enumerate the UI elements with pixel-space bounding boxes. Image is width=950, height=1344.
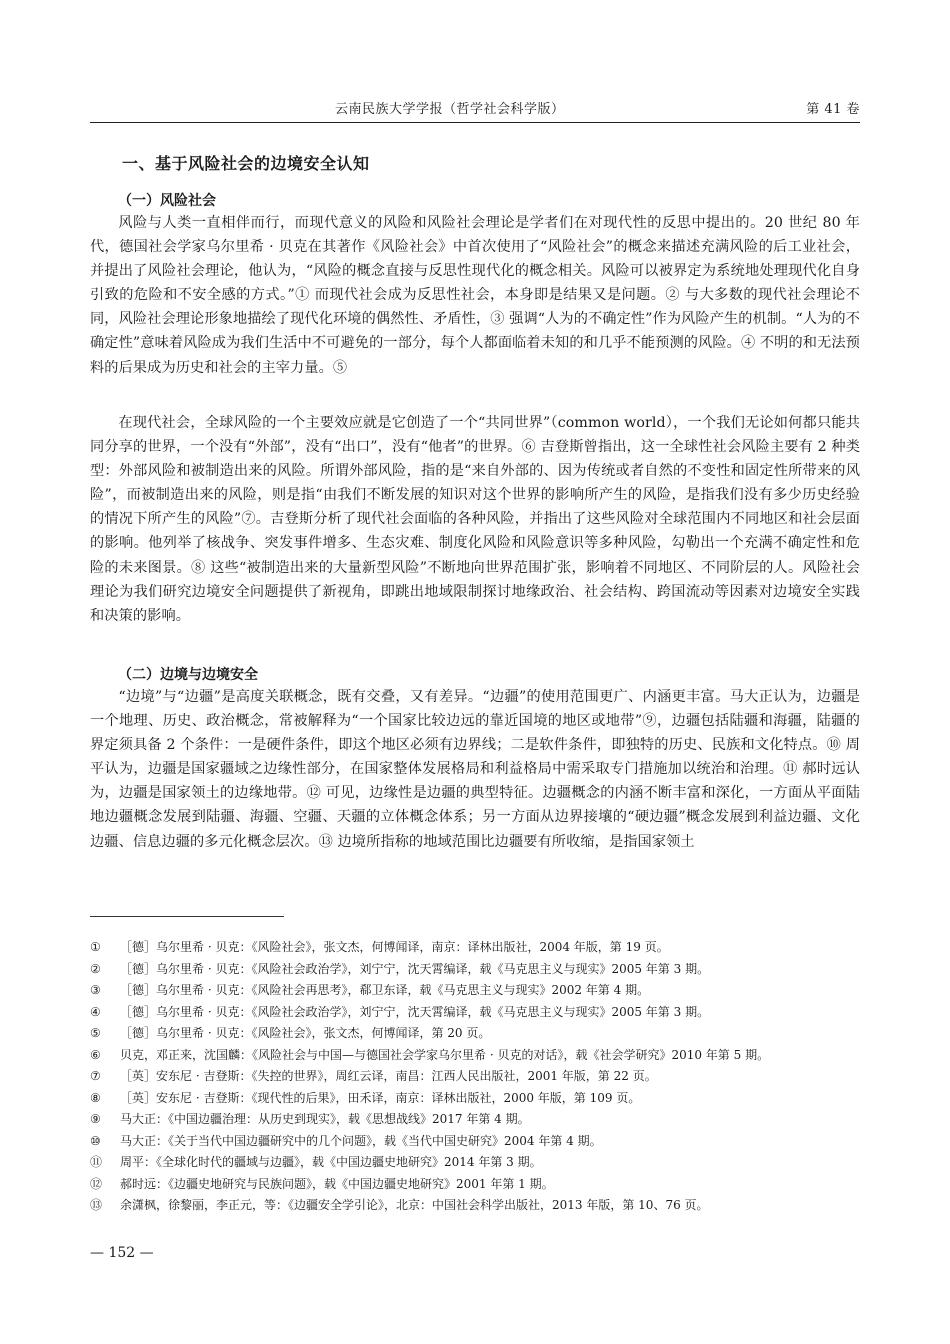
footnote-number: ⑥	[90, 1047, 101, 1062]
footnote	[90, 1023, 860, 1045]
footnote-number: ⑩	[90, 1133, 101, 1148]
footnote-list	[90, 937, 860, 1217]
footnote-text: 马大正：《关于当代中国边疆研究中的几个问题》，载《当代中国史研究》2004 年第 4 期。	[120, 1133, 602, 1148]
body-paragraph: 风险与人类一直相伴而行，而现代意义的风险和风险社会理论是学者们在对现代性的反思中提出的。20 世纪 80 年代，德国社会学家乌尔里希 · 贝克在其著作《风险社会》中首次使用了“风险社会”的概念来描述充满风险的后工业社会，并提出了风险社会理论，他认为，“风险的概念直接与反思性现代化的概念相关。风险可以被界定为系统地处理现代化自身引致的危险和不安全感的方式。”① 而现代社会成为反思性社会，本身即是结果又是问题。② 与大多数的现代社会理论不同，风险社会理论形象地描绘了现代化环境的偶然性、矛盾性，③ 强调“人为的不确定性”作为风险产生的机制。“人为的不确定性”意味着风险成为我们生活中不可避免的一部分，每个人都面临着未知的和几乎不能预测的风险。④ 不明的和无法预料的后果成为历史和社会的主宰力量。⑤	[90, 215, 860, 376]
journal-title: 云南民族大学学报（哲学社会科学版）	[335, 102, 565, 117]
footnote-number: ①	[90, 940, 101, 954]
running-header	[90, 96, 860, 123]
footnote	[90, 1152, 860, 1174]
footnote-number: ⑧	[90, 1090, 101, 1105]
footnote-text: 贝克，邓正来，沈国麟：《风险社会与中国—与德国社会学家乌尔里希 · 贝克的对话》，载《社会学研究》2010 年第 5 期。	[120, 1047, 770, 1062]
footnote-text: ［英］安东尼 · 吉登斯：《现代性的后果》，田禾译，南京：译林出版社，2000 年版，第 109 页。	[120, 1090, 641, 1105]
footnote-number: ⑪	[90, 1155, 103, 1169]
footnote-text: 马大正：《中国边疆治理：从历史到现实》，载《思想战线》2017 年第 4 期。	[120, 1112, 530, 1126]
footnote-number: ⑤	[90, 1026, 101, 1040]
subsection-title-risk-society: （一）风险社会	[118, 193, 216, 209]
footnote-number: ⑫	[90, 1176, 103, 1191]
footnote-text: ［德］乌尔里希 · 贝克：《风险社会》，张文杰，何博闻译，南京：译林出版社，2004 年版，第 19 页。	[120, 940, 669, 954]
footnote-number: ④	[90, 1004, 101, 1019]
footnote	[90, 980, 860, 1002]
footnote	[90, 1045, 860, 1067]
footnote-text: ［德］乌尔里希 · 贝克：《风险社会政治学》，刘宁宁，沈天霄编译，载《马克思主义与现实》2005 年第 3 期。	[120, 961, 710, 976]
footnote-text: ［德］乌尔里希 · 贝克：《风险社会》，张文杰，何博闻译，第 20 页。	[120, 1026, 491, 1040]
footnote-divider	[90, 916, 284, 917]
footnote-text: 余潇枫，徐黎丽，李正元，等：《边疆安全学引论》，北京：中国社会科学出版社，2013 年版，第 10、76 页。	[120, 1198, 709, 1212]
footnote-number: ⑦	[90, 1069, 101, 1083]
footnote	[90, 1131, 860, 1153]
footnote-text: ［德］乌尔里希 · 贝克：《风险社会政治学》，刘宁宁，沈天霄编译，载《马克思主义与现实》2005 年第 3 期。	[120, 1004, 710, 1019]
footnote	[90, 1088, 860, 1110]
footnote-number: ②	[90, 961, 101, 976]
volume-label: 第 41 卷	[806, 102, 860, 117]
footnote	[90, 1066, 860, 1088]
footnote	[90, 1109, 860, 1131]
body-paragraph: 在现代社会，全球风险的一个主要效应就是它创造了一个“共同世界”（common world），一个我们无论如何都只能共同分享的世界，一个没有“外部”，没有“出口”，没有“他者”的世界。⑥ 吉登斯曾指出，这一全球性社会风险主要有 2 种类型：外部风险和被制造出来的风险。所谓外部风险，指的是“来自外部的、因为传统或者自然的不变性和固定性所带来的风险”，而被制造出来的风险，则是指“由我们不断发展的知识对这个世界的影响所产生的风险，是指我们没有多少历史经验的情况下所产生的风险”⑦。吉登斯分析了现代社会面临的各种风险，并指出了这些风险对全球范围内不同地区和社会层面的影响。他列举了核战争、突发事件增多、生态灾难、制度化风险和风险意识等多种风险，勾勒出一个充满不确定性和危险的未来图景。⑧ 这些“被制造出来的大量新型风险”不断地向世界范围扩张，影响着不同地区、不同阶层的人。风险社会理论为我们研究边境安全问题提供了新视角，即跳出地域限制探讨地缘政治、社会结构、跨国流动等因素对边境安全实践和决策的影响。	[90, 415, 860, 624]
footnote	[90, 959, 860, 981]
footnote	[90, 1195, 860, 1217]
footnote-number: ③	[90, 983, 101, 997]
footnote-number: ⑨	[90, 1112, 101, 1126]
footnote-text: 周平：《全球化时代的疆域与边疆》，载《中国边疆史地研究》2014 年第 3 期。	[120, 1155, 542, 1169]
footnote-text: ［德］乌尔里希 · 贝克：《风险社会再思考》，郗卫东译，载《马克思主义与现实》2002 年第 4 期。	[120, 983, 650, 997]
footnote	[90, 1174, 860, 1196]
footnote	[90, 1002, 860, 1024]
footnote-number: ⑬	[90, 1198, 103, 1212]
footnote-text: 郝时远：《边疆史地研究与民族问题》，载《中国边疆史地研究》2001 年第 1 期。	[120, 1176, 554, 1191]
body-paragraph: “边境”与“边疆”是高度关联概念，既有交叠，又有差异。“边疆”的使用范围更广、内涵更丰富。马大正认为，边疆是一个地理、历史、政治概念，常被解释为“一个国家比较边远的靠近国境的地区或地带”⑨，边疆包括陆疆和海疆，陆疆的界定须具备 2 个条件：一是硬件条件，即这个地区必须有边界线；二是软件条件，即独特的历史、民族和文化特点。⑩ 周平认为，边疆是国家疆域之边缘性部分，在国家整体发展格局和利益格局中需采取专门措施加以统治和治理。⑪ 郝时远认为，边疆是国家领土的边缘地带。⑫ 可见，边缘性是边疆的典型特征。边疆概念的内涵不断丰富和深化，一方面从平面陆地边疆概念发展到陆疆、海疆、空疆、天疆的立体概念体系；另一方面从边界接壤的“硬边疆”概念发展到利益边疆、文化边疆、信息边疆的多元化概念层次。⑬ 边境所指称的地域范围比边疆要有所收缩，是指国家领土	[90, 689, 860, 850]
footnote-text: ［英］安东尼 · 吉登斯：《失控的世界》，周红云译，南昌：江西人民出版社，2001 年版，第 22 页。	[120, 1069, 657, 1083]
subsection-title-border-security: （二）边境与边境安全	[118, 667, 258, 683]
footnote	[90, 937, 860, 959]
page-number: — 152 —	[90, 1245, 154, 1261]
section-title: 一、基于风险社会的边境安全认知	[122, 154, 370, 173]
